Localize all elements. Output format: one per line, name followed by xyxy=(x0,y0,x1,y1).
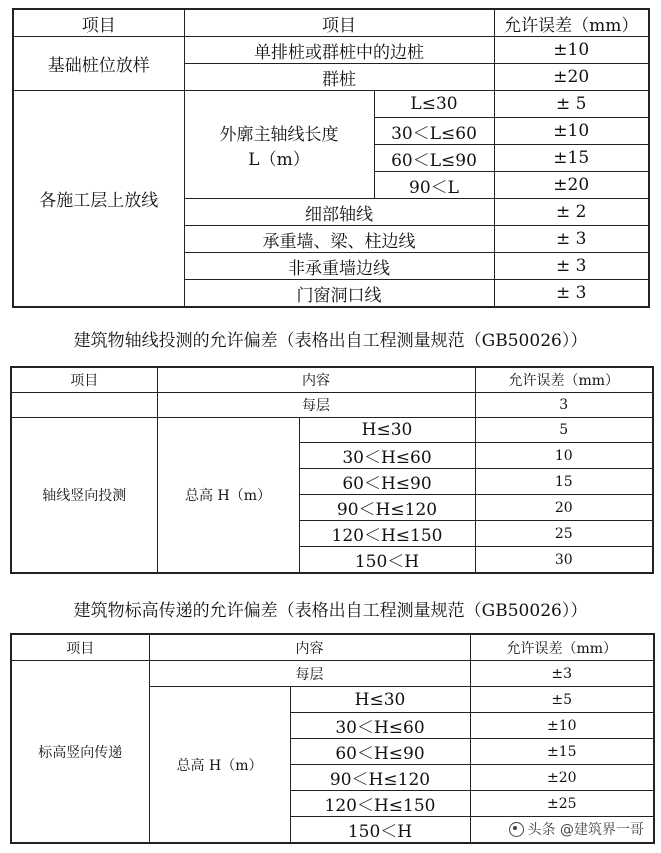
watermark-text: 头条 @建筑界一哥 xyxy=(527,822,644,838)
condition-cell: H≤30 xyxy=(290,687,470,713)
tolerance-cell: ±10 xyxy=(494,37,649,64)
header-item: 项目 xyxy=(11,634,149,661)
content-cell: 每层 xyxy=(149,661,470,687)
tolerance-cell: ± 3 xyxy=(494,253,649,280)
content-cell: 每层 xyxy=(157,393,475,418)
header-content: 内容 xyxy=(157,367,475,393)
header-tolerance: 允许误差（mm） xyxy=(494,9,649,37)
item-cell: 各施工层上放线 xyxy=(13,91,184,308)
table-row xyxy=(11,393,653,418)
header-tolerance: 允许误差（mm） xyxy=(470,634,654,661)
condition-cell: 120＜H≤150 xyxy=(290,791,470,817)
header-item: 项目 xyxy=(11,367,157,393)
tolerance-cell: 25 xyxy=(475,521,653,547)
condition-cell: 30＜H≤60 xyxy=(290,713,470,739)
content-cell: 非承重墙边线 xyxy=(184,253,494,280)
header-tolerance: 允许误差（mm） xyxy=(475,367,653,393)
caption-axis-projection: 建筑物轴线投测的允许偏差（表格出自工程测量规范（GB50026）） xyxy=(73,331,588,351)
tolerance-cell: ±20 xyxy=(470,765,654,791)
tolerance-cell: ± 3 xyxy=(494,226,649,253)
tolerance-cell: ± 3 xyxy=(494,280,649,308)
item-cell-empty xyxy=(11,393,157,418)
condition-cell: 90＜H≤120 xyxy=(290,765,470,791)
condition-cell: 150＜H xyxy=(299,547,475,574)
tolerance-cell: ±25 xyxy=(470,791,654,817)
header-item: 项目 xyxy=(13,9,184,37)
condition-cell: 120＜H≤150 xyxy=(299,521,475,547)
tolerance-cell: 15 xyxy=(475,469,653,495)
condition-cell: 60＜H≤90 xyxy=(299,469,475,495)
table-row xyxy=(13,37,649,64)
condition-cell: 90＜L xyxy=(374,172,494,199)
item-cell: 轴线竖向投测 xyxy=(11,418,157,574)
table-header-row xyxy=(11,634,654,661)
item-cell: 基础桩位放样 xyxy=(13,37,184,91)
content-cell: 单排桩或群桩中的边桩 xyxy=(184,37,494,64)
condition-cell: 30＜L≤60 xyxy=(374,118,494,145)
condition-cell: 60＜H≤90 xyxy=(290,739,470,765)
group-label-cell xyxy=(184,91,374,199)
tolerance-table-layout xyxy=(12,8,650,308)
tolerance-cell: ±10 xyxy=(494,118,649,145)
tolerance-cell: ± 5 xyxy=(494,91,649,118)
elevation-transfer-table xyxy=(10,633,655,844)
axis-projection-table xyxy=(10,366,654,574)
condition-cell: 90＜H≤120 xyxy=(299,495,475,521)
tolerance-cell: ± 2 xyxy=(494,199,649,226)
content-cell: 群桩 xyxy=(184,64,494,91)
total-height-cell: 总高 H（m） xyxy=(157,418,299,574)
group-label-line2: L（m） xyxy=(248,149,310,170)
watermark xyxy=(506,819,647,839)
condition-cell: H≤30 xyxy=(299,418,475,443)
item-cell: 标高竖向传递 xyxy=(11,661,149,844)
tolerance-cell: 20 xyxy=(475,495,653,521)
header-content: 内容 xyxy=(149,634,470,661)
tolerance-cell: 3 xyxy=(475,393,653,418)
tolerance-cell: ±10 xyxy=(470,713,654,739)
tolerance-cell: ±20 xyxy=(494,172,649,199)
condition-cell: L≤30 xyxy=(374,91,494,118)
content-cell: 门窗洞口线 xyxy=(184,280,494,308)
total-height-cell: 总高 H（m） xyxy=(149,687,290,844)
table-header-row xyxy=(13,9,649,37)
condition-cell: 150＜H xyxy=(290,817,470,844)
table-row xyxy=(13,91,649,118)
caption-elevation-transfer: 建筑物标高传递的允许偏差（表格出自工程测量规范（GB50026）） xyxy=(73,601,588,621)
condition-cell: 60＜L≤90 xyxy=(374,145,494,172)
tolerance-cell: 10 xyxy=(475,443,653,469)
tolerance-cell: 5 xyxy=(475,418,653,443)
tolerance-cell: ±15 xyxy=(470,739,654,765)
table-row xyxy=(11,661,654,687)
tolerance-cell: ±20 xyxy=(494,64,649,91)
content-cell: 细部轴线 xyxy=(184,199,494,226)
condition-cell: 30＜H≤60 xyxy=(299,443,475,469)
table-row xyxy=(11,418,653,443)
tolerance-cell: ±5 xyxy=(470,687,654,713)
content-cell: 承重墙、梁、柱边线 xyxy=(184,226,494,253)
table-header-row xyxy=(11,367,653,393)
watermark-icon xyxy=(509,822,524,837)
header-item-2: 项目 xyxy=(184,9,494,37)
group-label-line1: 外廓主轴线长度 xyxy=(219,124,339,145)
tolerance-cell: ±15 xyxy=(494,145,649,172)
tolerance-cell: 30 xyxy=(475,547,653,574)
tolerance-cell: ±3 xyxy=(470,661,654,687)
